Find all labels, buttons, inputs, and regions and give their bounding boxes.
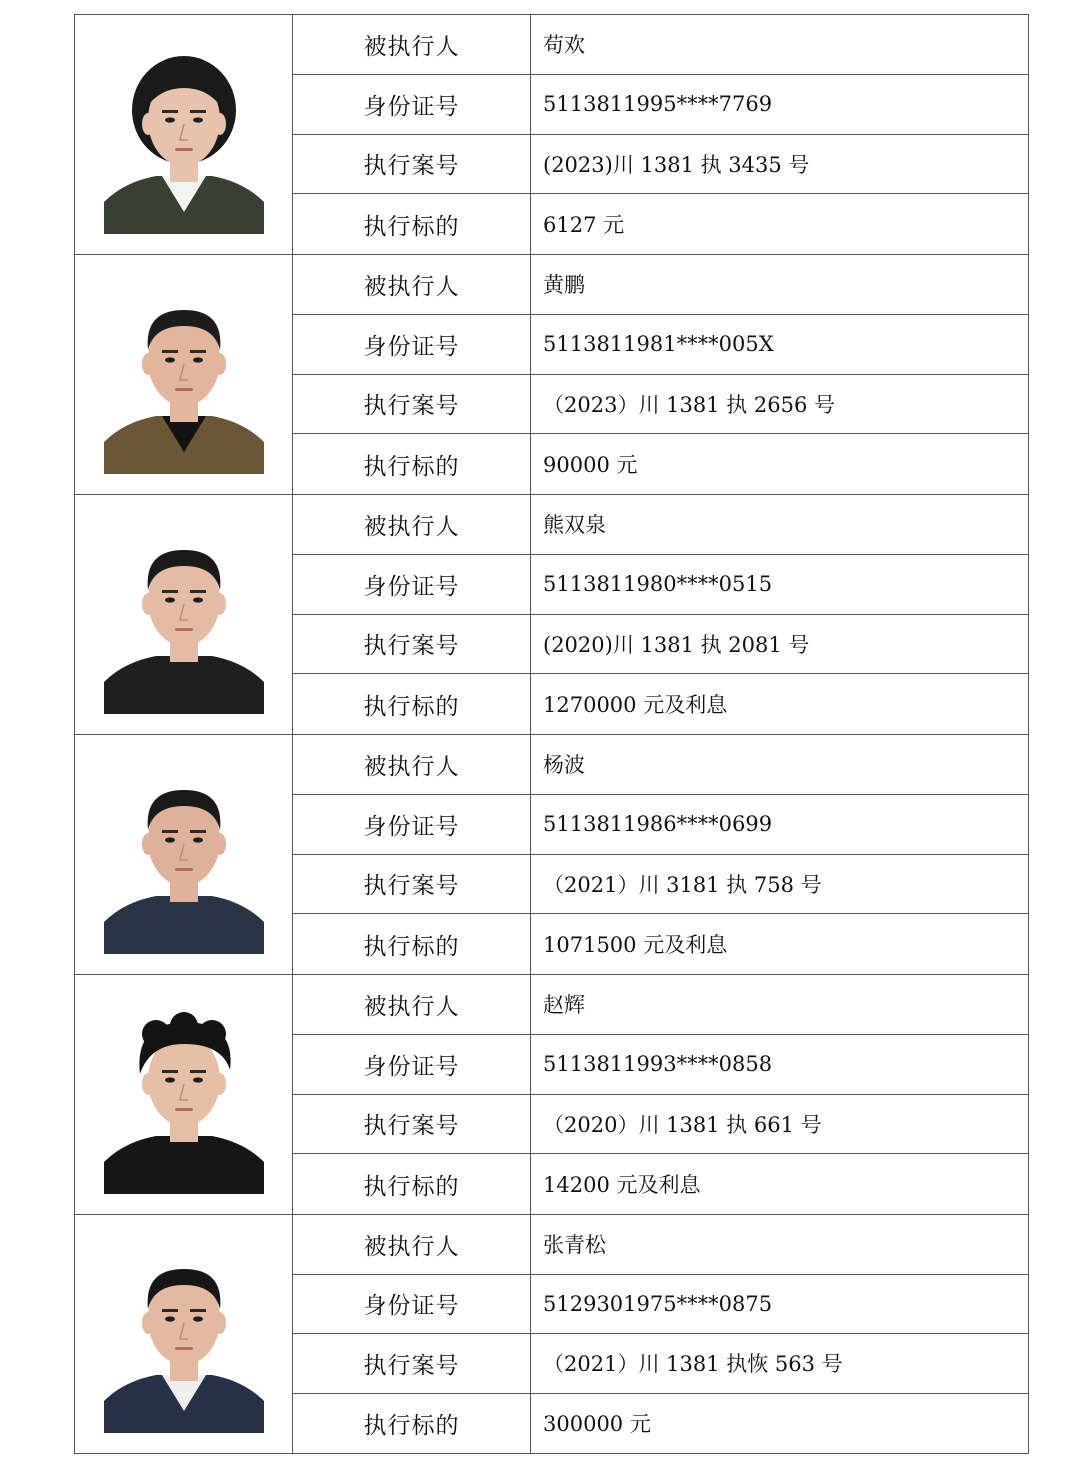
field-value: 5113811981****005X — [543, 332, 774, 357]
field-row-name — [293, 735, 1028, 795]
debtor-record — [74, 734, 1029, 974]
field-row-amount — [293, 194, 1028, 254]
field-value: 赵辉 — [543, 993, 585, 1018]
record-fields — [293, 15, 1028, 254]
field-value: 90000 元 — [543, 453, 638, 478]
field-row-name — [293, 1215, 1028, 1275]
field-label: 身份证号 — [293, 1275, 531, 1334]
portrait-photo — [104, 44, 264, 234]
field-row-case-number — [293, 135, 1028, 195]
field-value: 6127 元 — [543, 213, 625, 238]
field-label: 身份证号 — [293, 555, 531, 614]
debtor-record — [74, 1214, 1029, 1454]
field-row-id-number — [293, 1275, 1028, 1335]
portrait-photo — [104, 1004, 264, 1194]
photo-cell — [75, 15, 293, 254]
field-label: 被执行人 — [293, 735, 531, 794]
debtor-record — [74, 494, 1029, 734]
record-fields — [293, 495, 1028, 734]
field-value: （2023）川 1381 执 2656 号 — [543, 392, 836, 417]
field-value: （2021）川 3181 执 758 号 — [543, 872, 822, 897]
field-row-amount — [293, 914, 1028, 974]
field-label: 执行标的 — [293, 1154, 531, 1214]
field-row-id-number — [293, 315, 1028, 375]
photo-cell — [75, 975, 293, 1214]
field-value: （2021）川 1381 执恢 563 号 — [543, 1352, 843, 1377]
field-value: 5113811995****7769 — [543, 92, 773, 117]
record-fields — [293, 735, 1028, 974]
field-row-case-number — [293, 375, 1028, 435]
field-value: 300000 元 — [543, 1412, 651, 1437]
debtor-table — [74, 14, 1029, 1454]
photo-cell — [75, 255, 293, 494]
field-value: (2023)川 1381 执 3435 号 — [543, 152, 810, 177]
field-label: 身份证号 — [293, 315, 531, 374]
field-label: 执行标的 — [293, 434, 531, 494]
field-row-name — [293, 975, 1028, 1035]
field-value: 14200 元及利息 — [543, 1173, 701, 1198]
portrait-photo — [104, 524, 264, 714]
debtor-record — [74, 974, 1029, 1214]
photo-cell — [75, 495, 293, 734]
field-row-id-number — [293, 1035, 1028, 1095]
field-value: 1071500 元及利息 — [543, 933, 728, 958]
field-row-amount — [293, 1394, 1028, 1454]
photo-cell — [75, 735, 293, 974]
field-label: 被执行人 — [293, 495, 531, 554]
portrait-photo — [104, 764, 264, 954]
field-row-amount — [293, 434, 1028, 494]
field-value: 1270000 元及利息 — [543, 693, 728, 718]
field-label: 执行标的 — [293, 1394, 531, 1454]
field-value: 5113811980****0515 — [543, 572, 773, 597]
photo-cell — [75, 1215, 293, 1453]
field-value: 5113811993****0858 — [543, 1052, 773, 1077]
field-row-id-number — [293, 555, 1028, 615]
field-label: 被执行人 — [293, 255, 531, 314]
field-row-name — [293, 495, 1028, 555]
field-label: 执行案号 — [293, 615, 531, 674]
field-label: 被执行人 — [293, 975, 531, 1034]
field-label: 身份证号 — [293, 1035, 531, 1094]
field-value: （2020）川 1381 执 661 号 — [543, 1112, 822, 1137]
debtor-record — [74, 254, 1029, 494]
field-label: 执行案号 — [293, 135, 531, 194]
portrait-photo — [104, 1243, 264, 1433]
field-label: 被执行人 — [293, 15, 531, 74]
field-label: 执行案号 — [293, 1334, 531, 1393]
field-value: 熊双泉 — [543, 513, 606, 538]
field-value: (2020)川 1381 执 2081 号 — [543, 632, 810, 657]
field-value: 杨波 — [543, 753, 585, 778]
field-row-case-number — [293, 615, 1028, 675]
field-label: 身份证号 — [293, 75, 531, 134]
field-value: 张青松 — [543, 1233, 606, 1258]
field-value: 5129301975****0875 — [543, 1291, 773, 1316]
record-fields — [293, 1215, 1028, 1453]
field-label: 被执行人 — [293, 1215, 531, 1274]
record-fields — [293, 975, 1028, 1214]
field-row-case-number — [293, 1334, 1028, 1394]
field-row-id-number — [293, 795, 1028, 855]
field-value: 5113811986****0699 — [543, 812, 773, 837]
field-value: 苟欢 — [543, 33, 585, 58]
field-row-id-number — [293, 75, 1028, 135]
field-row-case-number — [293, 1095, 1028, 1155]
field-value: 黄鹏 — [543, 273, 585, 298]
debtor-record — [74, 14, 1029, 254]
field-label: 执行案号 — [293, 1095, 531, 1154]
record-fields — [293, 255, 1028, 494]
field-label: 执行案号 — [293, 375, 531, 434]
field-label: 执行标的 — [293, 194, 531, 254]
field-row-case-number — [293, 855, 1028, 915]
field-label: 执行案号 — [293, 855, 531, 914]
field-row-amount — [293, 1154, 1028, 1214]
field-row-name — [293, 15, 1028, 75]
field-label: 身份证号 — [293, 795, 531, 854]
field-label: 执行标的 — [293, 674, 531, 734]
field-row-name — [293, 255, 1028, 315]
field-row-amount — [293, 674, 1028, 734]
field-label: 执行标的 — [293, 914, 531, 974]
portrait-photo — [104, 284, 264, 474]
